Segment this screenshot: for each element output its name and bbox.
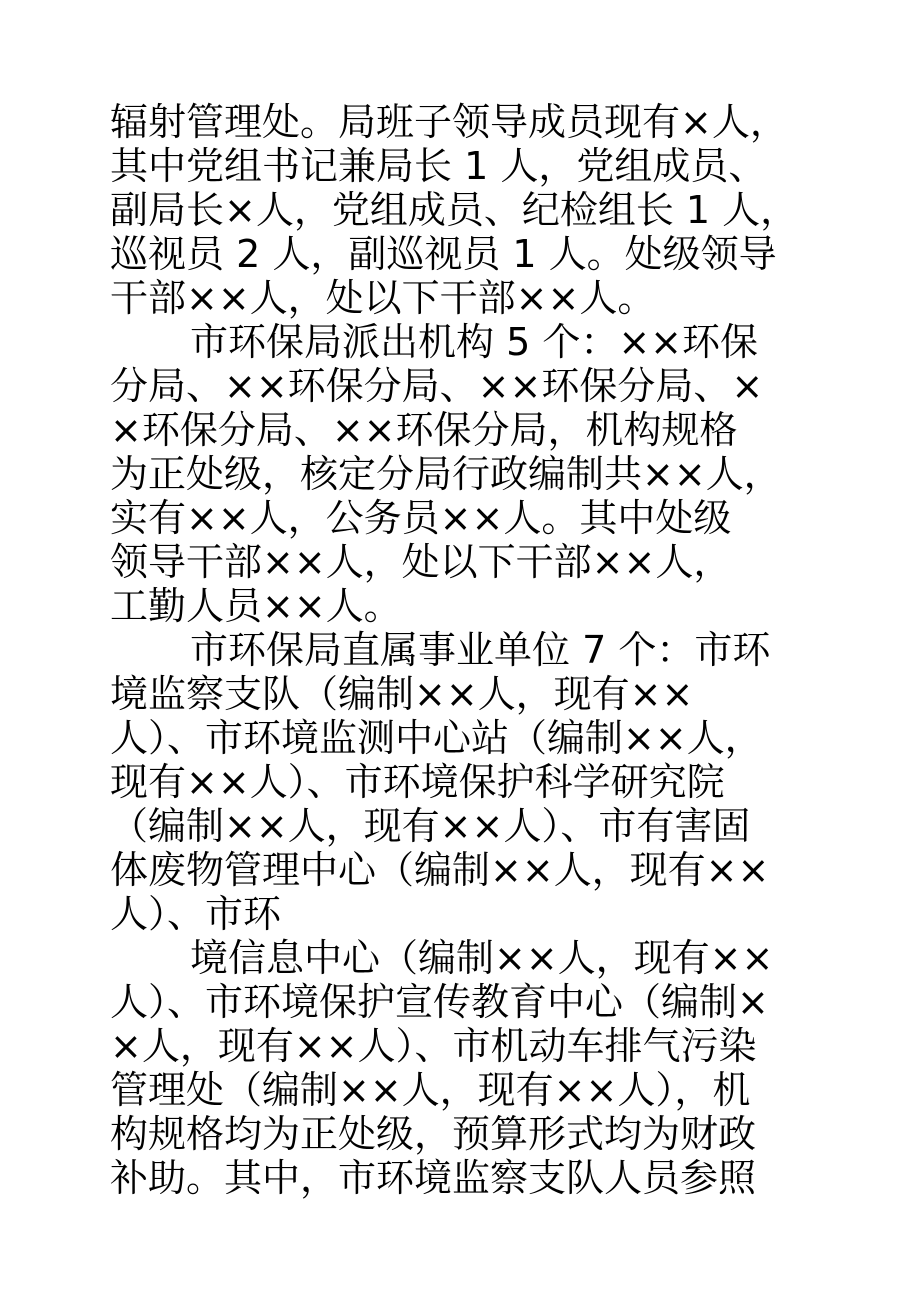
text-line-8: ×环保分局、××环保分局，机构规格 — [110, 408, 738, 452]
text-line-25: 补助。其中，市环境监察支队人员参照 — [110, 1156, 757, 1200]
text-line-17: （编制××人，现有××人）、市有害固 — [110, 804, 751, 848]
text-line-11: 领导干部××人，处以下干部××人， — [110, 540, 732, 584]
text-line-14: 境监察支队（编制××人，现有×× — [110, 672, 694, 716]
text-line-23: 管理处（编制××人，现有××人），机 — [110, 1068, 751, 1112]
text-line-7: 分局、××环保分局、××环保分局、× — [110, 364, 764, 408]
document-body — [110, 100, 810, 1200]
paragraph-start-dispatched-agencies: 市环保局派出机构 5 个：××环保 — [190, 320, 759, 364]
text-line-15: 人）、市环境监测中心站（编制××人， — [110, 716, 763, 760]
text-line-4: 巡视员 2 人，副巡视员 1 人。处级领导 — [110, 232, 777, 276]
paragraph-start-info-center: 境信息中心（编制××人，现有×× — [190, 936, 774, 980]
text-line-12: 工勤人员××人。 — [110, 584, 402, 628]
text-line-21: 人）、市环境保护宣传教育中心（编制× — [110, 980, 769, 1024]
text-line-22: ×人，现有××人）、市机动车排气污染 — [110, 1024, 757, 1068]
paragraph-start-affiliated-units: 市环保局直属事业单位 7 个：市环 — [190, 628, 771, 672]
text-line-2: 其中党组书记兼局长 1 人，党组成员、 — [110, 144, 767, 188]
text-line-3: 副局长×人，党组成员、纪检组长 1 人， — [110, 188, 799, 232]
text-line-5: 干部××人，处以下干部××人。 — [110, 276, 656, 320]
text-line-1: 辐射管理处。局班子领导成员现有×人， — [110, 100, 788, 144]
text-line-16: 现有××人）、市环境保护科学研究院 — [110, 760, 725, 804]
text-line-10: 实有××人，公务员××人。其中处级 — [110, 496, 732, 540]
text-line-24: 构规格均为正处级，预算形式均为财政 — [110, 1112, 757, 1156]
text-line-9: 为正处级，核定分局行政编制共××人， — [110, 452, 782, 496]
text-line-19: 人）、市环 — [110, 892, 282, 936]
text-line-18: 体废物管理中心（编制××人，现有×× — [110, 848, 770, 892]
